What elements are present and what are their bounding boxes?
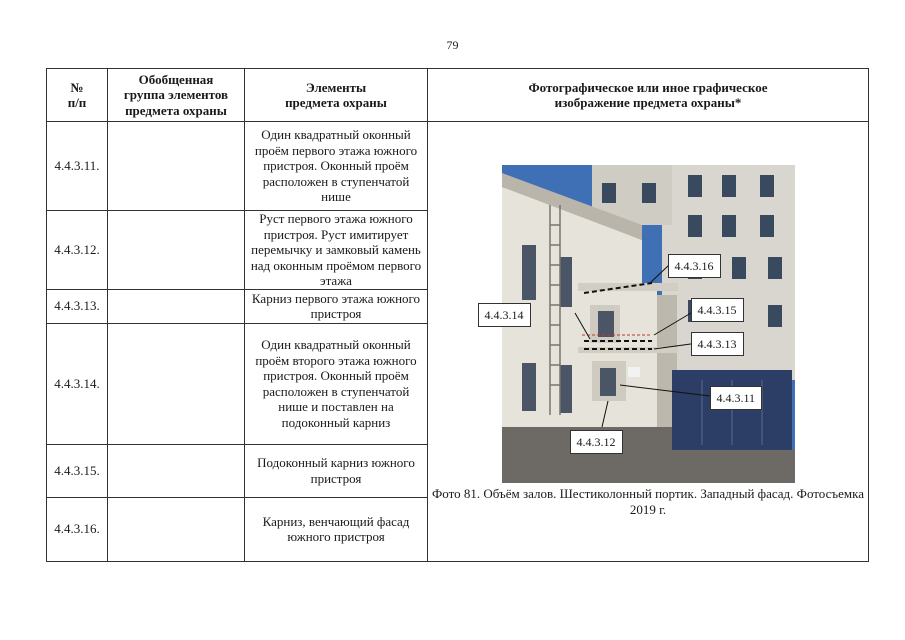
row-element: Карниз первого этажа южного пристроя — [245, 289, 428, 323]
row-element: Подоконный карниз южного пристроя — [245, 444, 428, 497]
header-image: Фотографическое или иное графическое изображение предмета охраны* — [428, 69, 869, 122]
table-header-row — [47, 69, 869, 122]
label-4-4-3-14: 4.4.3.14 — [478, 303, 531, 327]
row-element: Один квадратный оконный проём второго этажа южного пристроя. Оконный проём расположен в ступенчатой нише и поставлен на подоконный карниз — [245, 323, 428, 444]
row-element: Один квадратный оконный проём первого этажа южного пристроя. Оконный проём расположен в ступенчатой нише — [245, 122, 428, 211]
row-number: 4.4.3.16. — [47, 497, 108, 561]
label-4-4-3-11: 4.4.3.11 — [710, 386, 763, 410]
facade-photo-image — [502, 165, 795, 483]
row-number: 4.4.3.13. — [47, 289, 108, 323]
row-group — [108, 211, 245, 290]
row-element: Карниз, венчающий фасад южного пристроя — [245, 497, 428, 561]
facade-photo — [484, 165, 795, 483]
label-4-4-3-15: 4.4.3.15 — [691, 298, 744, 322]
header-elements: Элементы предмета охраны — [245, 69, 428, 122]
label-4-4-3-16: 4.4.3.16 — [668, 254, 721, 278]
row-number: 4.4.3.12. — [47, 211, 108, 290]
row-number: 4.4.3.15. — [47, 444, 108, 497]
table-row — [47, 122, 869, 211]
row-number: 4.4.3.14. — [47, 323, 108, 444]
row-group — [108, 323, 245, 444]
label-4-4-3-13: 4.4.3.13 — [691, 332, 744, 356]
row-number: 4.4.3.11. — [47, 122, 108, 211]
row-group — [108, 122, 245, 211]
label-4-4-3-12: 4.4.3.12 — [570, 430, 623, 454]
row-group — [108, 289, 245, 323]
photo-caption: Фото 81. Объём залов. Шестиколонный портик. Западный фасад. Фотосъемка 2019 г. — [431, 486, 864, 517]
row-group — [108, 444, 245, 497]
protection-table — [46, 68, 869, 562]
page-number: 79 — [446, 38, 459, 52]
header-number: № п/п — [47, 69, 108, 122]
row-element: Руст первого этажа южного пристроя. Руст имитирует перемычку и замковый камень над оконным проёмом первого этажа — [245, 211, 428, 290]
photo-cell — [428, 122, 869, 562]
row-group — [108, 497, 245, 561]
header-group: Обобщенная группа элементов предмета охраны — [108, 69, 245, 122]
